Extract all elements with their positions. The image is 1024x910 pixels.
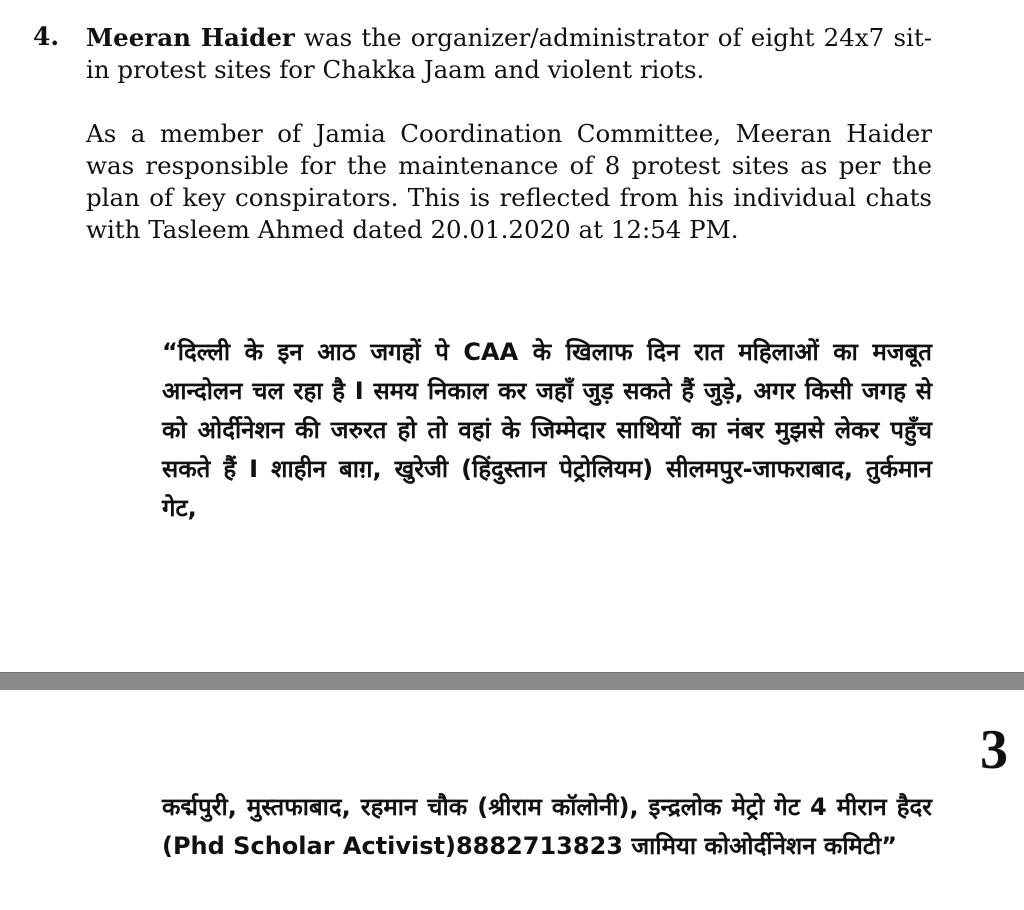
paragraph-1-name: Meeran Haider — [86, 23, 295, 52]
hindi-quote-part-2: कर्द्मपुरी, मुस्तफाबाद, रहमान चौक (श्रीराम कॉलोनी), इन्द्रलोक मेट्रो गेट 4 मीरान हैदर (Phd Scholar Activist)8882713823 जामिया कोओर्दीनेशन कमिटी” — [162, 793, 932, 860]
page-separator — [0, 672, 1024, 692]
page-number: 3 — [980, 719, 1008, 781]
paragraph-1 — [86, 22, 932, 86]
paragraph-number: 4. — [33, 22, 60, 51]
paragraph-1-text: was the organizer/administrator of eight 24x7 sit-in protest sites for Chakka Jaam and violent riots. — [86, 23, 932, 84]
paragraph-2: As a member of Jamia Coordination Committee, Meeran Haider was responsible for the maintenance of 8 protest sites as per the plan of key conspirators. This is reflected from his individual chats with Tasleem Ahmed dated 20.01.2020 at 12:54 PM. — [86, 119, 932, 244]
hindi-quote-part-1: “दिल्ली के इन आठ जगहों पे CAA के खिलाफ दिन रात महिलाओं का मजबूत आन्दोलन चल रहा है I समय निकाल कर जहाँ जुड़ सकते हैं जुड़े, अगर किसी जगह से को ओर्दीनेशन की जरुरत हो तो वहां के जिम्मेदार साथियों का नंबर मुझसे लेकर पहुँच सकते हैं I शाहीन बाग़, खुरेजी (हिंदुस्तान पेट्रोलियम) सीलमपुर-जाफराबाद, तुर्कमान गेट, — [162, 338, 932, 522]
